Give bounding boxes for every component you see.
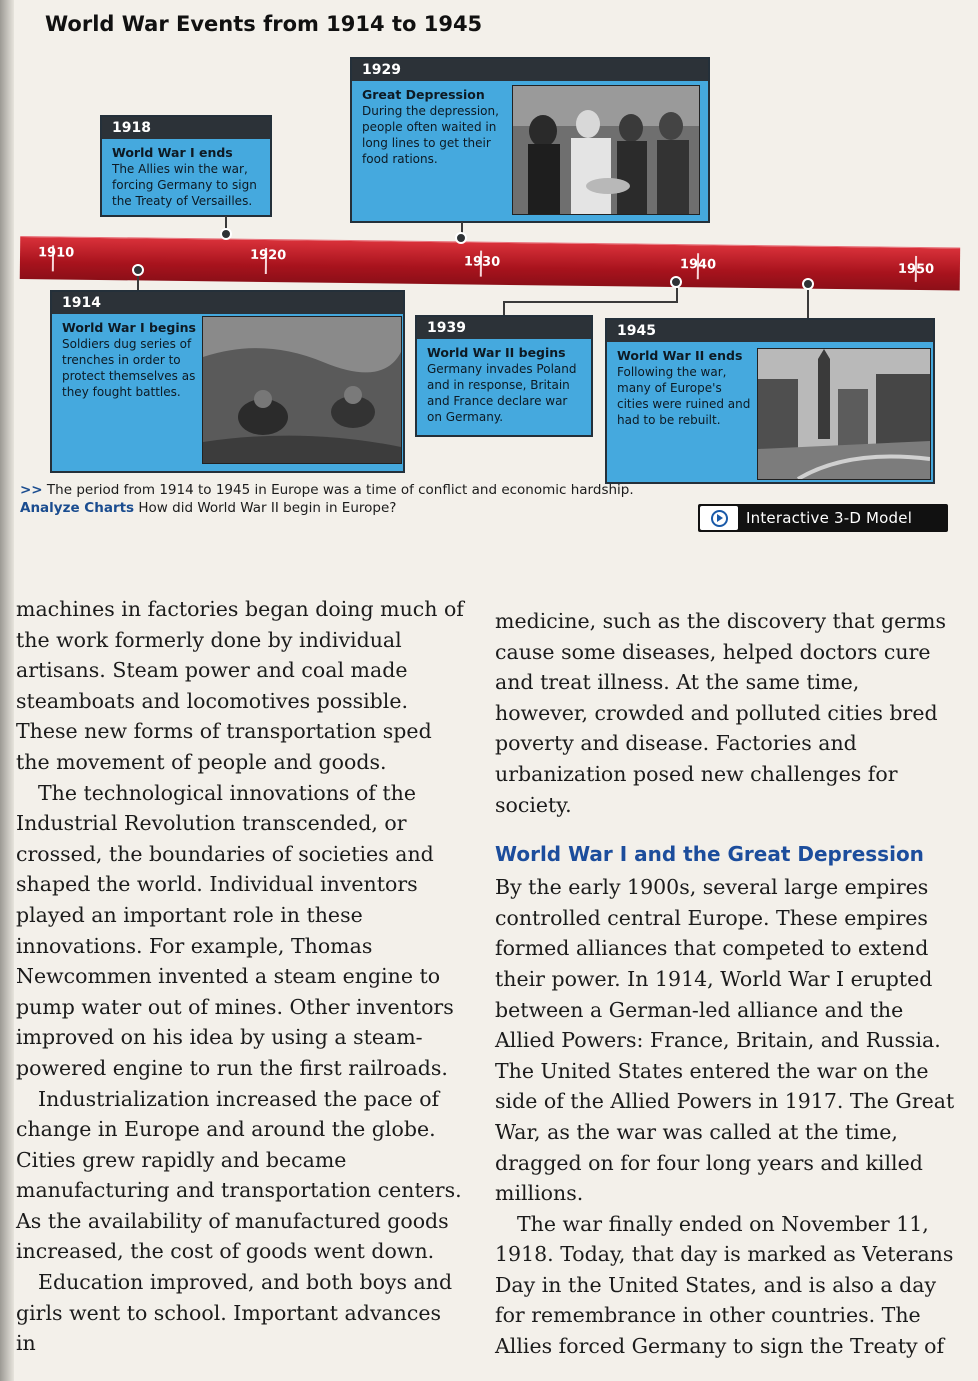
event-year: 1914	[52, 292, 403, 314]
event-year: 1929	[352, 59, 708, 81]
section-heading: World War I and the Great Depression	[495, 842, 924, 867]
connector-1945	[807, 290, 809, 318]
paragraph: Education improved, and both boys and girls went to school. Important advances in	[16, 1270, 453, 1356]
caption-text: The period from 1914 to 1945 in Europe was a time of conflict and economic hardship.	[46, 482, 634, 498]
event-title: Great Depression	[362, 87, 485, 102]
play-icon	[700, 506, 738, 530]
year-label-1940: 1940	[679, 257, 717, 273]
event-title: World War I begins	[62, 320, 196, 335]
ruined-city-photo	[757, 348, 931, 480]
page-binding-shadow	[0, 0, 14, 1381]
timeline-dot-1939	[670, 276, 682, 288]
event-title: World War II ends	[617, 348, 743, 363]
paragraph: machines in factories began doing much of the work formerly done by individual artisans. Steam power and coal made steamboats and locomotives possible. These new forms of transportation sped the movement of people and goods.	[16, 597, 464, 774]
interactive-3d-model-button[interactable]	[698, 504, 948, 532]
caption-arrows-icon: >>	[20, 482, 43, 498]
timeline-dot-1914	[132, 264, 144, 276]
body-left-column	[16, 594, 466, 1359]
timeline-dot-1929	[455, 232, 467, 244]
event-card-1914	[50, 290, 405, 473]
event-year: 1918	[102, 117, 270, 139]
timeline-bar	[20, 236, 960, 290]
event-card-1929	[350, 57, 710, 223]
event-card-1918	[100, 115, 272, 217]
timeline-dot-1945	[802, 278, 814, 290]
event-description: Soldiers dug series of trenches in order to protect themselves as they fought battles.	[62, 337, 196, 399]
paragraph: Industrialization increased the pace of change in Europe and around the globe. Cities grew rapidly and became manufacturing and transportation centers. As the availability of manufactured goods increased, the cost of goods went down.	[16, 1086, 462, 1264]
timeline-dot-1918	[220, 228, 232, 240]
event-description: Germany invades Poland and in response, Britain and France declare war on Germany.	[427, 362, 577, 424]
event-description: Following the war, many of Europe's cities were ruined and had to be rebuilt.	[617, 365, 751, 427]
event-year: 1945	[607, 320, 933, 342]
connector-1939-h	[503, 301, 678, 303]
connector-1939-v1	[676, 288, 678, 302]
paragraph: By the early 1900s, several large empires controlled central Europe. These empires formed alliances that competed to extend their power. In 1914, World War I erupted between a German-led alliance and the Allied Powers: France, Britain, and Russia. The United States entered the war on the side of the Allied Powers in 1917. The Great War, as the war was called at the time, dragged on for four long years and killed millions.	[495, 875, 955, 1206]
year-label-1920: 1920	[249, 247, 287, 264]
paragraph: The war finally ended on November 11, 1918. Today, that day is marked as Veterans Day in the United States, and is also a day for remembrance in other countries. The Allies forced Germany to sign the Treaty of	[495, 1211, 954, 1359]
interactive-button-label: Interactive 3-D Model	[746, 509, 913, 527]
event-title: World War II begins	[427, 345, 566, 360]
trench-photo	[202, 316, 402, 464]
event-description: The Allies win the war, forcing Germany to sign the Treaty of Versailles.	[112, 162, 257, 208]
body-right-column	[495, 606, 955, 1362]
food-line-photo	[512, 85, 700, 215]
event-card-1939	[415, 315, 593, 437]
connector-1939-v2	[503, 301, 505, 315]
caption-question: How did World War II begin in Europe?	[138, 500, 397, 516]
paragraph: medicine, such as the discovery that germs cause some diseases, helped doctors cure and treat illness. At the same time, however, crowded and polluted cities bred poverty and disease. Factories and urbanization posed new challenges for society.	[495, 609, 946, 817]
year-label-1910: 1910	[37, 245, 75, 261]
analyze-charts-label: Analyze Charts	[20, 500, 135, 516]
chart-caption	[20, 481, 660, 517]
year-label-1950: 1950	[897, 261, 935, 278]
event-title: World War I ends	[112, 145, 233, 160]
year-label-1930: 1930	[463, 254, 501, 270]
paragraph: The technological innovations of the Industrial Revolution transcended, or crossed, the boundaries of societies and shaped the world. Individual inventors played an important role in these innovations. For example, Thomas Newcommen invented a steam engine to pump water out of mines. Other inventors improved on his idea by using a steam-powered engine to run the first railroads.	[16, 780, 454, 1080]
event-year: 1939	[417, 317, 591, 339]
timeline-title: World War Events from 1914 to 1945	[45, 12, 483, 36]
event-card-1945	[605, 318, 935, 484]
event-description: During the depression, people often waited in long lines to get their food rations.	[362, 104, 499, 166]
